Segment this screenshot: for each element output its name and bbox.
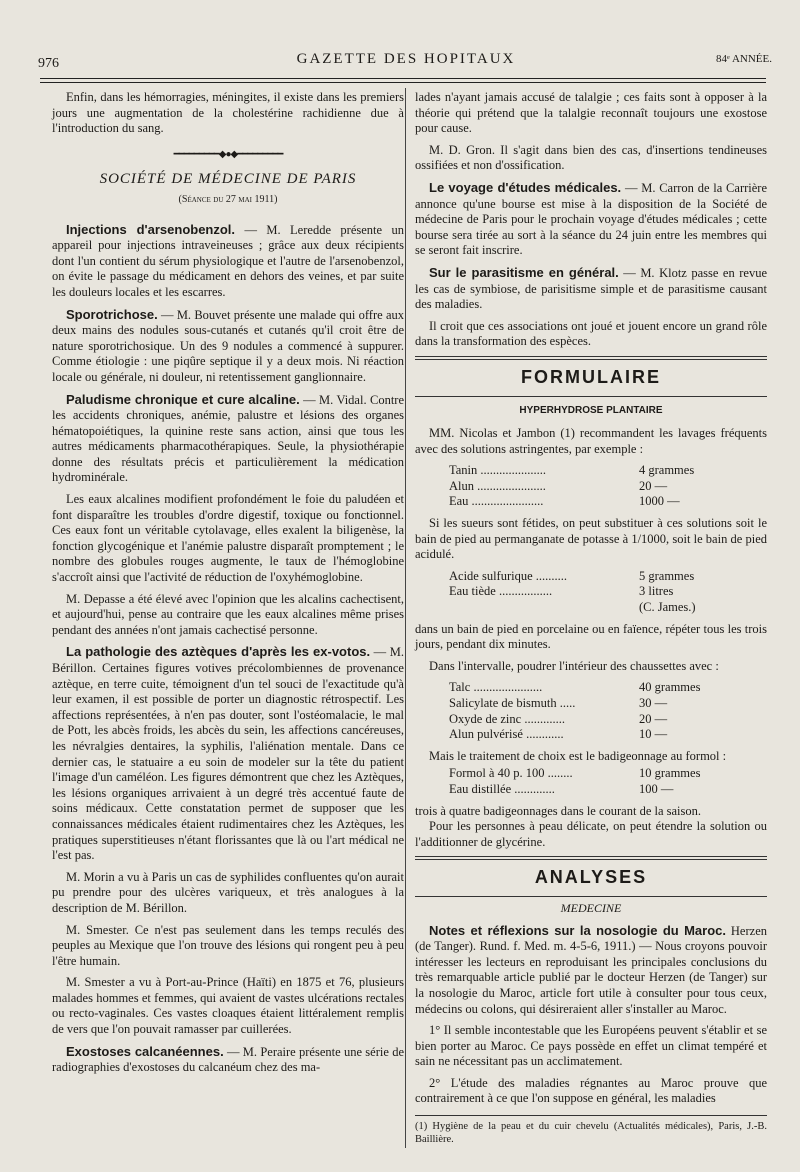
quantity: 4 grammes [639,463,695,478]
journal-title: GAZETTE DES HOPITAUX [296,51,516,67]
heading-exostoses: Exostoses calcanéennes. [66,1043,224,1059]
heading-sporotrichose: Sporotrichose. [66,306,158,322]
year-label: 84ᵉ ANNÉE. [716,53,772,65]
society-title: SOCIÉTÉ DE MÉDECINE DE PARIS [99,171,357,188]
ingredient: Alun pulvérisé ............ [449,727,564,742]
ingredient: Eau tiède ................. [449,584,553,599]
paragraph: lades n'ayant jamais accusé de talalgie ; ces faits sont à opposer à la théorie qui prétend que la talalgie reconnaît toujours une exostose pour cause. [415,90,767,136]
paragraph: Pour les personnes à peau délicate, on peut étendre la solution ou l'additionner de glycérine. [415,819,767,849]
ingredient: Tanin ..................... [449,463,547,478]
heading-azteques: La pathologie des aztèques d'après les ex-votos. [66,644,371,660]
paragraph: trois à quatre badigeonnages dans le courant de la saison. [415,803,702,818]
paragraph: M. Smester a vu à Port-au-Prince (Haïti) en 1875 et 76, plusieurs malades hommes et femmes, qui avaient de vastes ulcérations rectales ou recto-vaginales. Ces vastes cloaques étaient littéralement remplis de vers que l'on pouvait ramasser par cuillerées. [52,975,404,1037]
recipe-row [449,479,735,495]
hyperhydrose-heading: HYPERHYDROSE PLANTAIRE [519,404,663,416]
paragraph: Dans l'intervalle, poudrer l'intérieur des chaussettes avec : [429,658,719,673]
ornament-divider: ━━━━━━━━━◆●◆━━━━━━━━━ [173,148,283,160]
paragraph: M. Morin a vu à Paris un cas de syphilides confluentes qu'on aurait pu prendre pour des ulcères variqueux, et très analogues à la description de M. Bérillon. [52,869,404,915]
quantity: 20 — [639,478,668,493]
medecine-heading: MEDECINE [560,900,622,915]
right-column [415,90,767,1146]
analyses-heading: ANALYSES [534,867,648,888]
recipe-row [449,463,735,479]
recipe-row [449,727,735,743]
paragraph: 2° L'étude des maladies régnantes au Maroc prouve que contrairement à ce que l'on suppose en général, les maladies [415,1075,767,1106]
quantity: 10 — [639,727,668,742]
paragraph: Il croit que ces associations ont joué et jouent encore un grand rôle dans la transformation des espèces. [415,318,767,349]
recipe-row [449,584,735,600]
paragraph: Si les sueurs sont fétides, on peut substituer à ces solutions soit le bain de pied au permanganate de potasse à 1/1000, soit le bain de pied acidulé. [415,516,767,562]
article-parasitisme: Sur le parasitisme en général. — M. Klotz passe en revue les cas de symbiose, de parisitisme simple et de parasitisme causant des maladies. [415,264,767,312]
recipe-table [449,569,735,616]
quantity: (C. James.) [639,600,696,615]
page-header [38,52,774,74]
paragraph: dans un bain de pied en porcelaine ou en faïence, répéter tous les trois jours, pendant dix minutes. [415,621,767,652]
intro-paragraph: Enfin, dans les hémorragies, méningites, il existe dans les premiers jours une augmentation de la cholestérine rachidienne due à l'introduction du sang. [52,90,404,136]
quantity: 30 — [639,696,668,710]
quantity: 3 litres [639,584,674,599]
recipe-row [449,600,735,616]
recipe-table [449,463,735,510]
ingredient: Oxyde de zinc ............. [449,711,565,726]
paragraph: 1° Il semble incontestable que les Européens peuvent s'établir et se bien porter au Maroc. Ce pays possède en effet un climat tempéré et sain ne nécessitant pas un acclimatement. [415,1023,767,1069]
article-azteques: La pathologie des aztèques d'après les ex-votos. — M. Bérillon. Certaines figures votives précolombiennes de provenance aztèque, en terre cuite, témoignent d'un tel souci de l'exactitude qu'à leur examen, il est possible de porter un diagnostic rétrospectif. Les affections représentées, à n'en pas douter, sont l'ostéomalacie, le mal de Pott, les abcès froids, les abcès du sein, les affections cancéreuses, les névralgies dentaires, la syphilis, l'aliénation mentale. Dans ce dernier cas, le statuaire a eu soin de modeler sur la tête du patient l'image d'un caméléon. Les figures démontrent que chez les Aztèques, les lésions organiques arrivaient à un degré très accentué faute de soins médicaux. Cette constatation permet de supposer que les connaissances médicales étaient rudimentaires chez les Aztèques, les pratiques superstitieuses n'étant florissantes que là ou l'art médical ne l'est pas. [52,644,404,863]
ingredient [449,600,639,616]
seance-date: (Séance du 27 mai 1911) [178,193,278,205]
heading-paludisme: Paludisme chronique et cure alcaline. [66,391,300,407]
heading-voyage: Le voyage d'études médicales. [429,179,622,195]
recipe-row [449,680,735,696]
quantity: 5 grammes [639,568,695,583]
article-maroc: Notes et réflexions sur la nosologie du Maroc. Herzen (de Tanger). Rund. f. Med. m. 4-5-6, 1911.) — Nous croyons pouvoir intéresser les lecteurs en reproduisant les principales conclusions du très remarquable article publié par le docteur Herzen (de Tanger) sur la nosologie du Maroc, article fort utile à consulter pour tous ceux, médecins ou colons, qui désireraient aller s'installer au Maroc. [415,922,767,1016]
recipe-table [449,766,735,797]
article-exostoses: Exostoses calcanéennes. — M. Peraire présente une série de radiographies d'exostoses du calcanéum chez des ma- [52,1043,404,1075]
quantity: 10 grammes [639,766,701,781]
article-voyage: Le voyage d'études médicales. — M. Carron de la Carrière annonce qu'une bourse est mise à la disposition de la Société de médecine de Paris pour le prochain voyage d'études médicales ; cette bourse sera tirée au sort à la séance du 24 juin entre les membres qui se seront fait inscrire. [415,179,767,258]
left-column [52,90,404,1082]
section-rule [415,896,767,897]
section-rule [415,856,767,860]
section-rule [415,396,767,397]
article-sporotrichose: Sporotrichose. — M. Bouvet présente une malade qui offre aux deux mains des nodules sous-cutanés et cutanés qu'il croit être de nature sporotrichosique. Un des 9 nodules a commencé à suppurer. Comme étiologie : une piqûre septique il y a deux mois. Ni réaction locale ou générale, ni douleur, ni retentissement ganglionnaire. [52,306,404,384]
recipe-table [449,680,735,742]
column-separator [405,88,406,1148]
recipe-row [449,696,735,712]
ingredient: Eau distillée ............. [449,781,555,796]
formulaire-heading: FORMULAIRE [521,366,661,387]
quantity: 100 — [639,781,674,796]
heading-injections: Injections d'arsenobenzol. [66,221,236,237]
paragraph: MM. Nicolas et Jambon (1) recommandent les lavages fréquents avec des solutions astringentes, par exemple : [415,426,767,456]
recipe-row [449,569,735,585]
paragraph: Les eaux alcalines modifient profondément le foie du paludéen et font disparaître les troubles d'ordre digestif, toxique ou fonctionnel. Ces eaux font un véritable cytolavage, elles exalent la biligenèse, la fonction glycogénique et l'anémie palustre disparaît promptement ; le nombre des globules rouges augmente, le taux de l'hémoglobine s'accroît ainsi que l'activité de réduction de l'oxyhémoglobine. [52,492,404,585]
recipe-row [449,494,735,510]
paragraph: M. D. Gron. Il s'agit dans bien des cas, d'insertions tendineuses ossifiées et non d'ossification. [415,142,767,173]
ingredient: Salicylate de bismuth ..... [449,696,576,710]
article-paludisme: Paludisme chronique et cure alcaline. — M. Vidal. Contre les accidents chroniques, anémie, palustre et lésions des organes hématopoiétiques, la quinine reste sans action, ainsi que tous les autres médicaments pharmacothérapiques. Seule, la physiothérapie donne des résultats précis et particulièrement la médication hydrominérale. [52,391,405,485]
page-number: 976 [38,56,59,71]
header-rule [40,78,766,83]
recipe-row [449,782,735,798]
paragraph: Mais le traitement de choix est le badigeonnage au formol : [429,748,727,763]
ingredient: Talc ...................... [449,680,543,695]
heading-maroc: Notes et réflexions sur la nosologie du Maroc. [429,922,727,938]
section-rule [415,356,767,360]
footnote: (1) Hygiène de la peau et du cuir chevelu (Actualités médicales), Paris, J.-B. Baillière. [415,1115,767,1146]
ingredient: Alun ...................... [449,478,546,493]
ingredient: Acide sulfurique .......... [449,568,568,583]
heading-parasitisme: Sur le parasitisme en général. [429,264,619,280]
ingredient: Eau ....................... [449,494,544,509]
quantity: 40 grammes [639,680,701,695]
ingredient: Formol à 40 p. 100 ........ [449,766,573,781]
recipe-row [449,766,735,782]
quantity: 20 — [639,711,668,726]
paragraph: M. Depasse a été élevé avec l'opinion que les alcalins cachectisent, et aujourd'hui, pense au contraire que les eaux alcalines même prises pendant des années n'ont jamais cachectisé personne. [52,591,404,637]
quantity: 1000 — [639,494,680,509]
paragraph: M. Smester. Ce n'est pas seulement dans les temps reculés des peuples au Mexique que l'on trouve des lésions qui rongent peu à peu l'être humain. [52,922,404,968]
recipe-row [449,712,735,728]
article-injections: Injections d'arsenobenzol. — M. Leredde présente un appareil pour injections intraveineuses ; grâce aux deux récipients dont l'un contient du sérum physiologique et l'autre de l'arsenobenzol, on évite le passage du médicament en dehors des veines, et par suite les douleurs locales et les escarres. [52,221,404,299]
